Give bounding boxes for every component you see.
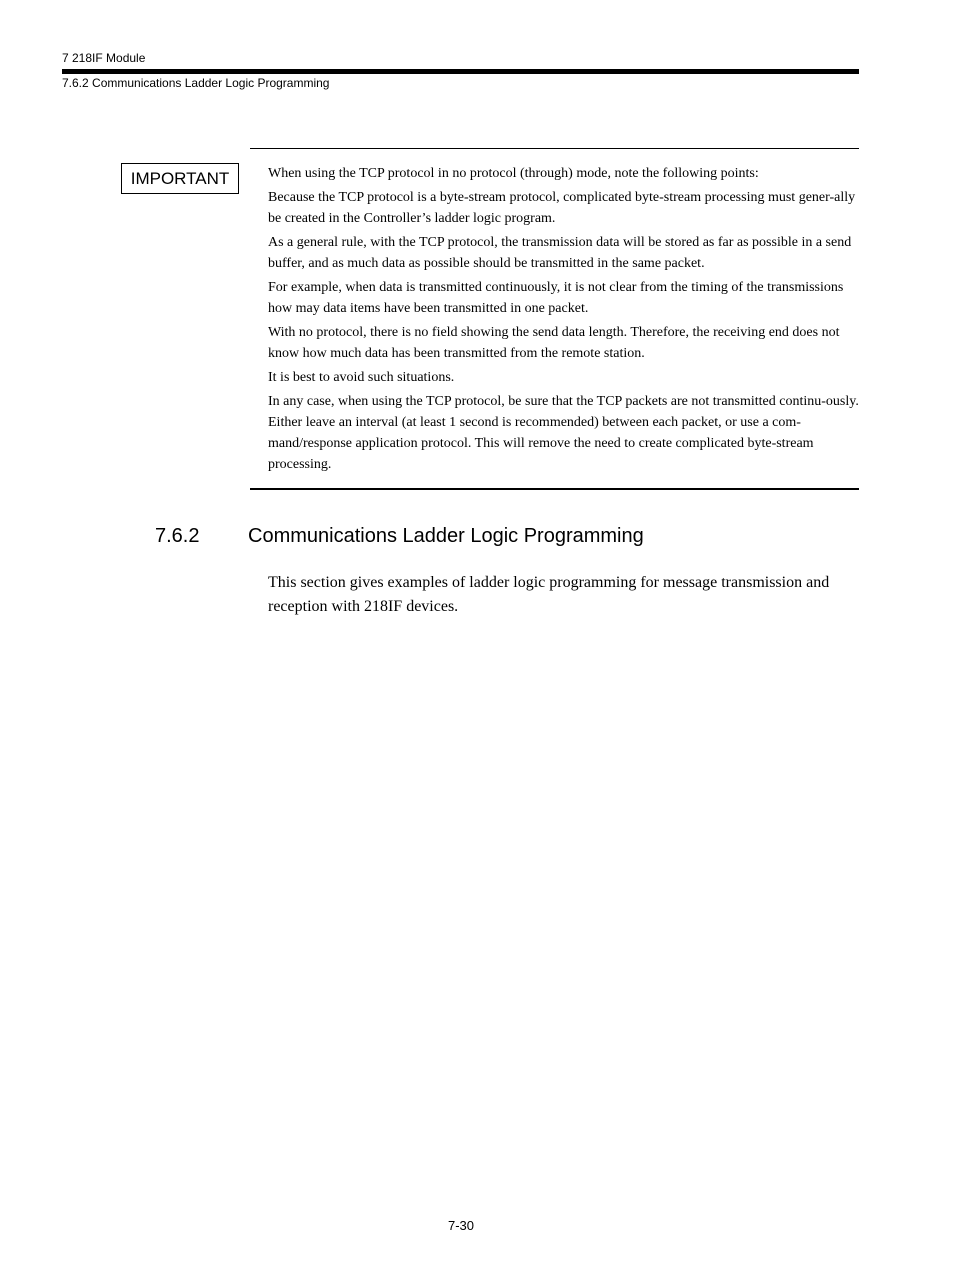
section-title: Communications Ladder Logic Programming bbox=[248, 525, 644, 547]
section-number: 7.6.2 bbox=[155, 525, 200, 547]
running-header-chapter: 7 218IF Module bbox=[62, 51, 146, 65]
important-paragraph: It is best to avoid such situations. bbox=[268, 370, 455, 385]
page-number: 7-30 bbox=[447, 1218, 475, 1233]
section-body-text: This section gives examples of ladder logic programming for message transmission and reception with 218IF devices. bbox=[268, 574, 830, 615]
important-paragraph: As a general rule, with the TCP protocol, the transmission data will be stored as far as possible in a send buffer, and as much data as possible should be transmitted in the same packet. bbox=[268, 235, 852, 271]
important-paragraph: With no protocol, there is no field showing the send data length. Therefore, the receiving end does not know how much data has been transmitted from the remote station. bbox=[268, 325, 840, 361]
header-rule bbox=[62, 69, 859, 74]
important-label: IMPORTANT bbox=[121, 163, 239, 194]
important-paragraph: For example, when data is transmitted continuously, it is not clear from the timing of the transmissions how may data items have been transmitted in one packet. bbox=[268, 280, 844, 316]
important-box-top-rule bbox=[250, 148, 859, 149]
important-box-bottom-rule bbox=[250, 488, 859, 490]
important-paragraph: In any case, when using the TCP protocol, be sure that the TCP packets are not transmitted continu-ously. Either leave an interval (at least 1 second is recommended) between each packet, or use a com-mand/response application protocol. This will remove the need to create complicated byte-stream processing. bbox=[268, 394, 859, 472]
section-heading bbox=[155, 523, 644, 549]
important-paragraph: Because the TCP protocol is a byte-stream protocol, complicated byte-stream processing must gener-ally be created in the Controller’s ladder logic program. bbox=[268, 190, 856, 226]
important-notes bbox=[268, 163, 859, 478]
running-header-section: 7.6.2 Communications Ladder Logic Programming bbox=[62, 76, 330, 90]
important-paragraph: When using the TCP protocol in no protocol (through) mode, note the following points: bbox=[268, 166, 759, 181]
